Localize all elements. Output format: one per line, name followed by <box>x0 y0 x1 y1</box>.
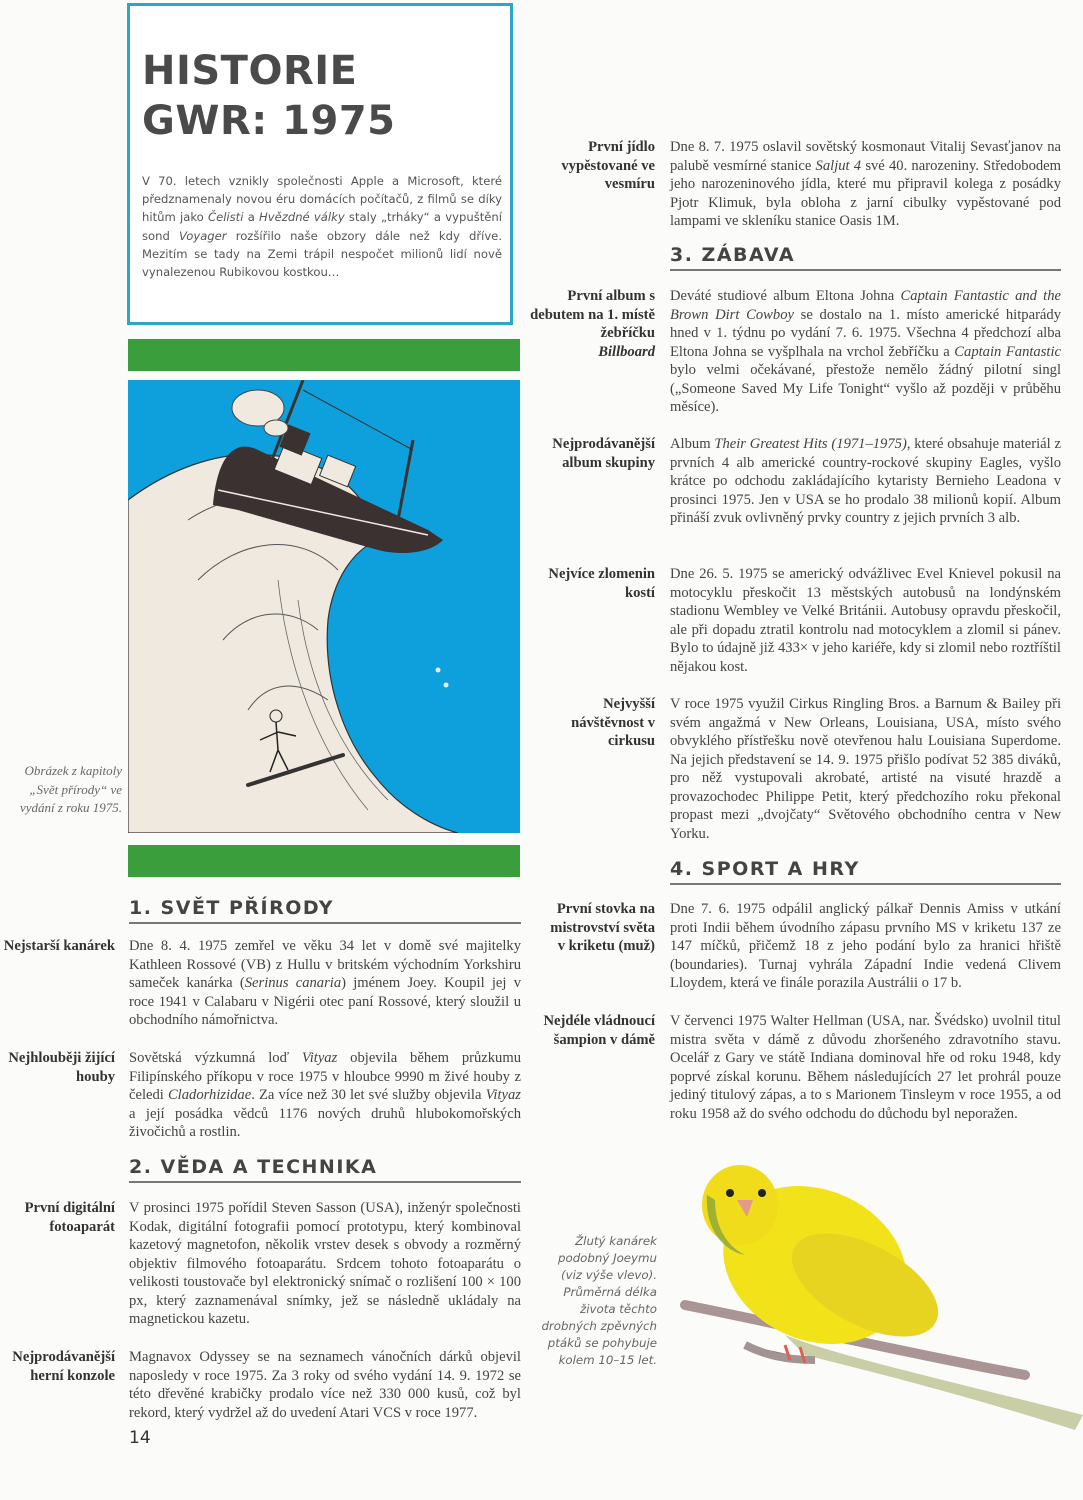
ship-surfer-drawing <box>128 380 520 833</box>
entry-label-circus-attendance: Nejvyšší návštěvnost v cirkusu <box>571 696 655 749</box>
section-heading-entertainment: 3. ZÁBAVA <box>670 244 1061 271</box>
entry-body-best-selling-band-album: Album Their Greatest Hits (1971–1975), které obsahuje materiál z prvních 4 alb americké country-rockové skupiny Eagles, vyšlo krátce po odchodu zakládajícího kytaristy Bernieho Leadona v prosinci 1975. Jen v USA se ho prodalo 38 milionů kopií. Album přináší zvuk ovlivněný prvky country z jejich prvních 3 alb. <box>670 436 1061 526</box>
entry-body-oldest-canary: Dne 8. 4. 1975 zemřel ve věku 34 let v domě své majitelky Kathleen Rossové (VB) z Hullu v britském východním Yorkshiru sameček kanárka (Serinus canaria) jménem Joey. Koupil jej v roce 1941 v Calabaru v Nigérii otec paní Rossové, který sloužil u obchodního námořnictva. <box>129 938 521 1028</box>
title-line-2: GWR: 1975 <box>142 98 396 144</box>
canary-drawing <box>665 1155 1083 1440</box>
entry-label-first-album-debut <box>530 287 655 361</box>
entry-label-first-space-food: První jídlo vypěstované ve vesmíru <box>561 139 655 192</box>
entry-label-first-digital-camera: První digitální fotoaparát <box>24 1200 115 1235</box>
entry-body-checkers-champion: V červenci 1975 Walter Hellman (USA, nar. Švédsko) uvolnil titul mistra světa v dámě z důvodu zhoršeného zdravotního stavu. Ocelář z Gary ve státě Indiana dominoval hře od roku 1948, kdy poprvé získal korunu. Během následujících 27 let prohrál pouze jediný titulový zápas, a to s Marionem Tinsleym v roce 1955, a od roku 1958 až do svého odchodu do důchodu byl neporažen. <box>670 1013 1061 1122</box>
entry-label-billboard: Billboard <box>598 343 655 360</box>
section-heading-science: 2. VĚDA A TECHNIKA <box>129 1156 521 1183</box>
section-heading-sport: 4. SPORT A HRY <box>670 858 1061 885</box>
entry-label-cricket-century: První stovka na mistrovství světa v kriketu (muž) <box>550 901 655 954</box>
entry-body-first-digital-camera: V prosinci 1975 pořídil Steven Sasson (USA), inženýr společnosti Kodak, digitální fotografii pomocí prototypu, který kombinoval kazetový magnetofon, několik vrstev desek s obvody a rozměrný objektiv filmového fotoaparátu. Srdcem tohoto fotoaparátu o velikosti toustovače byl elektronický snímač o rozlišení 100 × 100 px, který zaznamenával snímky, jež se následně ukládaly na magnetickou kazetu. <box>129 1200 521 1327</box>
entry-label-deepest-sponges: Nejhlouběji žijící houby <box>8 1050 115 1085</box>
entry-body-best-selling-console: Magnavox Odyssey se na seznamech vánočních dárků objevil naposledy v roce 1975. Za 3 roky od svého vydání 14. 9. 1972 se této dřevěné krabičky prodalo více než 330 000 kusů, což byl rekord, který vydržel až do uvedení Atari VCS v roce 1977. <box>129 1349 521 1421</box>
entry-label-checkers-champion: Nejdéle vládnoucí šampion v dámě <box>543 1013 655 1048</box>
entry-label-best-selling-console: Nejprodávanější herní konzole <box>12 1349 115 1384</box>
green-bar-bottom <box>128 845 520 877</box>
canary-caption: Žlutý kanárek podobný Joeymu (viz výše vlevo). Průměrná délka života těchto drobných zpěvných ptáků se pohybuje kolem 10–15 let. <box>541 1234 657 1367</box>
entry-body-most-broken-bones: Dne 26. 5. 1975 se americký odvážlivec Evel Knievel pokusil na motocyklu přeskočit 13 městských autobusů na londýnském stadionu Wembley ve Velké Británii. Autobusy opravdu přeskočil, ale při dopadu ztratil kontrolu nad motocyklem a zlomil si pánev. Bylo to údajně již 433× v jeho kariéře, kdy si zlomil nebo roztříštil nějakou kost. <box>670 566 1061 675</box>
ship-wave-illustration <box>128 380 520 833</box>
entry-label-most-broken-bones: Nejvíce zlomenin kostí <box>548 566 655 601</box>
entry-label-oldest-canary: Nejstarší kanárek <box>3 938 115 954</box>
green-bar-top <box>128 339 520 371</box>
entry-label-text: První album s debutem na 1. místě žebříčku <box>530 288 655 341</box>
canary-illustration <box>665 1155 1083 1440</box>
illustration-caption: Obrázek z kapitoly „Svět přírody“ ve vydání z roku 1975. <box>19 763 122 815</box>
page-title <box>142 46 396 146</box>
title-line-1: HISTORIE <box>142 48 358 94</box>
entry-body-cricket-century: Dne 7. 6. 1975 odpálil anglický pálkař Dennis Amiss v utkání proti Indii během úvodního zápasu prvního MS v kriketu 137 ze 147 míčků, přičemž 18 z jeho podání bylo za hranici hřiště (boundaries). Turnaj vyhrála Západní Indie vedená Clivem Lloydem, která ve finále porazila Austrálii o 17 b. <box>670 901 1061 991</box>
page-number: 14 <box>129 1428 151 1448</box>
entry-body-deepest-sponges: Sovětská výzkumná loď Vityaz objevila během průzkumu Filipínského příkopu v roce 1975 v hloubce 9990 m živé houby z čeledi Cladorhizidae. Za více než 30 let své služby objevila Vityaz a její posádka vědců 1176 nových druhů hlubokomořských živočichů a rostlin. <box>129 1050 521 1140</box>
entry-body-first-album-debut: Deváté studiové album Eltona Johna Captain Fantastic and the Brown Dirt Cowboy se dostalo na 1. místo americké hitparády hned v 1. týdnu po vydání 7. 6. 1975. Všechna 4 předchozí alba Eltona Johna se vyšplhala na vrchol žebříčku a Captain Fantastic bylo velmi očekávané, přestože nemělo žádný pilotní singl („Someone Saved My Life Tonight“ vyšlo až později v průběhu měsíce). <box>670 288 1062 415</box>
title-box <box>127 3 513 325</box>
intro-text: V 70. letech vznikly společnosti Apple a Microsoft, které předznamenaly novou éru domácích počítačů, z filmů se díky hitům jako Čelisti a Hvězdné války staly „trháky“ a vypuštění sond Voyager rozšířilo naše obzory dále než kdy dříve. Mezitím se tady na Zemi trápil nespočet milionů lidí nově vynalezenou Rubikovou kostkou… <box>142 174 503 280</box>
entry-body-first-space-food: Dne 8. 7. 1975 oslavil sovětský kosmonaut Vitalij Sevasťjanov na palubě vesmírné stanice Saljut 4 své 40. narozeniny. Středobodem jeho narozeninového jídla, které mu připravil kolega z posádky Pjotr Klimuk, byla obloha z jarní cibulky vypěstované pod lampami ve skleníku stanice Oasis 1M. <box>670 139 1061 229</box>
entry-label-best-selling-band-album: Nejprodávanější album skupiny <box>552 436 655 471</box>
entry-body-circus-attendance: V roce 1975 využil Cirkus Ringling Bros. a Barnum & Bailey při svém angažmá v New Orleans, Louisiana, USA, místo svého obvyklého přístřešku nově otevřenou halu Louisiana Superdome. Na jejich představení se 14. 9. 1975 přišlo podívat 52 385 diváků, pro něž vystupovali akrobaté, artisté na visuté hrazdě a provazochodec Philippe Petit, který předchozího roku překonal propast mezi „dvojčaty“ Světového obchodního centra v New Yorku. <box>670 696 1061 842</box>
section-heading-nature: 1. SVĚT PŘÍRODY <box>129 897 521 924</box>
